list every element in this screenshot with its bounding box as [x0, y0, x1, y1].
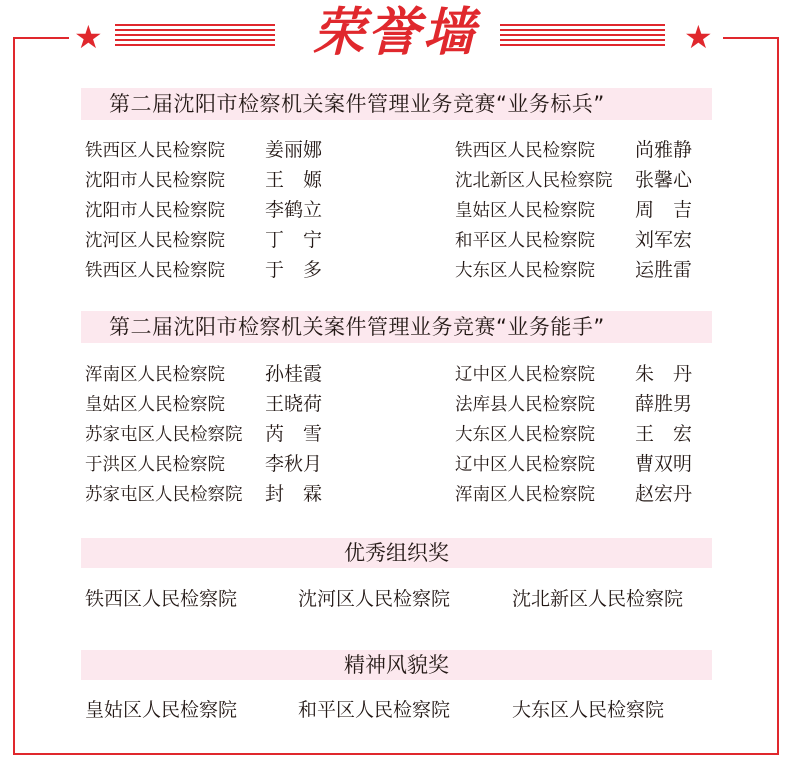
org-name: 法库县人民检察院 — [455, 395, 595, 415]
award-unit: 沈河区人民检察院 — [298, 588, 451, 610]
list-item — [85, 256, 322, 284]
org-name: 辽中区人民检察院 — [455, 455, 595, 475]
section-heading-text: 第二届沈阳市检察机关案件管理业务竞赛“业务标兵” — [109, 92, 605, 116]
list-item — [85, 136, 322, 164]
org-name: 沈阳市人民检察院 — [85, 201, 225, 221]
section-heading-text: 第二届沈阳市检察机关案件管理业务竞赛“业务能手” — [109, 315, 605, 339]
list-item — [455, 136, 692, 164]
list-item — [85, 480, 322, 508]
person-name: 运胜雷 — [635, 259, 693, 281]
org-name: 大东区人民检察院 — [455, 261, 595, 281]
section-heading-spirit-award: 精神风貌奖 — [81, 650, 712, 680]
org-name: 辽中区人民检察院 — [455, 365, 595, 385]
list-item — [85, 196, 322, 224]
person-name: 曹双明 — [635, 453, 693, 475]
frame-top-line-left — [13, 37, 69, 39]
section-heading-yewu-biaobing — [81, 88, 712, 120]
person-name: 王晓荷 — [265, 393, 323, 415]
list-item — [455, 420, 692, 448]
award-unit: 铁西区人民检察院 — [85, 588, 238, 610]
person-name: 孙桂霞 — [265, 363, 323, 385]
person-name: 李秋月 — [265, 453, 323, 475]
award-unit: 皇姑区人民检察院 — [85, 699, 238, 721]
org-name: 浑南区人民检察院 — [455, 485, 595, 505]
list-item — [455, 480, 692, 508]
award-unit: 和平区人民检察院 — [298, 699, 451, 721]
org-name: 于洪区人民检察院 — [85, 455, 225, 475]
list-item — [455, 166, 692, 194]
org-name: 苏家屯区人民检察院 — [85, 485, 243, 505]
org-name: 皇姑区人民检察院 — [455, 201, 595, 221]
list-item — [85, 226, 322, 254]
list-item — [455, 450, 692, 478]
list-item — [85, 450, 322, 478]
person-name: 姜丽娜 — [265, 139, 323, 161]
section-heading-organization-award: 优秀组织奖 — [81, 538, 712, 568]
list-item — [455, 196, 692, 224]
org-name: 铁西区人民检察院 — [85, 261, 225, 281]
org-name: 大东区人民检察院 — [455, 425, 595, 445]
frame-top-line-right — [723, 37, 777, 39]
person-name: 周 吉 — [635, 199, 693, 221]
award-unit: 沈北新区人民检察院 — [512, 588, 684, 610]
org-name: 铁西区人民检察院 — [455, 141, 595, 161]
person-name: 薛胜男 — [635, 393, 693, 415]
person-name: 李鹤立 — [265, 199, 323, 221]
org-name: 铁西区人民检察院 — [85, 141, 225, 161]
org-name: 浑南区人民检察院 — [85, 365, 225, 385]
person-name: 张馨心 — [635, 169, 693, 191]
star-icon: ★ — [74, 18, 103, 56]
list-item — [455, 226, 692, 254]
person-name: 于 多 — [265, 259, 323, 281]
decorative-stripes-left — [115, 24, 275, 48]
list-item — [455, 390, 692, 418]
star-icon: ★ — [684, 18, 713, 56]
person-name: 刘军宏 — [635, 229, 693, 251]
org-name: 和平区人民检察院 — [455, 231, 595, 251]
org-name: 苏家屯区人民检察院 — [85, 425, 243, 445]
person-name: 朱 丹 — [635, 363, 693, 385]
person-name: 封 霖 — [265, 483, 323, 505]
award-unit: 大东区人民检察院 — [512, 699, 665, 721]
person-name: 王 宏 — [635, 423, 693, 445]
org-name: 皇姑区人民检察院 — [85, 395, 225, 415]
decorative-stripes-right — [500, 24, 665, 48]
person-name: 王 嫄 — [265, 169, 323, 191]
person-name: 丁 宁 — [265, 229, 323, 251]
list-item — [85, 420, 322, 448]
list-item — [85, 360, 322, 388]
org-name: 沈阳市人民检察院 — [85, 171, 225, 191]
org-name: 沈北新区人民检察院 — [455, 171, 613, 191]
person-name: 尚雅静 — [635, 139, 693, 161]
page-title: 荣誉墙 — [312, 3, 478, 63]
list-item — [85, 166, 322, 194]
org-name: 沈河区人民检察院 — [85, 231, 225, 251]
person-name: 赵宏丹 — [635, 483, 693, 505]
person-name: 芮 雪 — [265, 423, 323, 445]
list-item — [455, 256, 692, 284]
list-item — [85, 390, 322, 418]
list-item — [455, 360, 692, 388]
section-heading-yewu-nengshou — [81, 311, 712, 343]
